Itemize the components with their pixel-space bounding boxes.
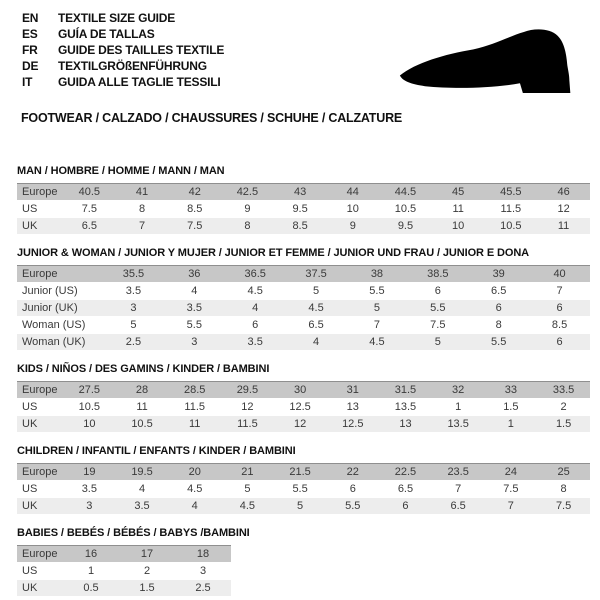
size-cell: 6.5 (432, 498, 485, 515)
table-row (17, 317, 590, 334)
row-label: Europe (17, 546, 63, 563)
size-cell: 8.5 (168, 201, 221, 218)
size-cell: 6 (529, 300, 590, 317)
table-row (17, 382, 590, 399)
size-cell: 6 (379, 498, 432, 515)
row-label: Junior (US) (17, 283, 103, 300)
row-label: Woman (US) (17, 317, 103, 334)
size-cell: 42.5 (221, 184, 274, 201)
size-cell: 25 (537, 464, 590, 481)
size-cell: 10.5 (63, 399, 116, 416)
size-cell: 4 (164, 283, 225, 300)
size-cell: 11.5 (168, 399, 221, 416)
size-cell: 11 (537, 218, 590, 235)
size-cell: 9 (326, 218, 379, 235)
size-cell: 6 (529, 334, 590, 351)
size-table-section (17, 445, 590, 515)
size-cell: 17 (119, 546, 175, 563)
table-row (17, 399, 590, 416)
shoe-icon (396, 26, 580, 98)
size-cell: 4 (116, 481, 169, 498)
row-label: UK (17, 580, 63, 597)
size-table (17, 183, 590, 235)
size-table (17, 545, 231, 597)
table-row (17, 580, 231, 597)
size-cell: 13.5 (432, 416, 485, 433)
size-cell: 4.5 (225, 283, 286, 300)
size-cell: 6 (468, 300, 529, 317)
table-title: MAN / HOMBRE / HOMME / MANN / MAN (17, 165, 225, 177)
size-cell: 0.5 (63, 580, 119, 597)
language-code: EN (22, 11, 39, 25)
size-cell: 8 (537, 481, 590, 498)
table-row (17, 184, 590, 201)
size-cell: 45 (432, 184, 485, 201)
size-cell: 10.5 (485, 218, 538, 235)
language-title: TEXTILGRÖßENFÜHRUNG (58, 59, 207, 73)
size-cell: 13.5 (379, 399, 432, 416)
size-cell: 27.5 (63, 382, 116, 399)
table-row (17, 300, 590, 317)
size-cell: 3 (175, 563, 231, 580)
size-cell: 12.5 (326, 416, 379, 433)
table-title: JUNIOR & WOMAN / JUNIOR Y MUJER / JUNIOR ET FEMME / JUNIOR UND FRAU / JUNIOR E DONA (17, 247, 530, 259)
size-cell: 18 (175, 546, 231, 563)
size-cell: 42 (168, 184, 221, 201)
size-cell: 3 (103, 300, 164, 317)
size-cell: 7.5 (537, 498, 590, 515)
language-row (22, 42, 224, 58)
size-cell: 8 (116, 201, 169, 218)
size-cell: 11 (432, 201, 485, 218)
size-cell: 2 (537, 399, 590, 416)
size-cell: 37.5 (286, 266, 347, 283)
table-row (17, 464, 590, 481)
row-label: Europe (17, 382, 63, 399)
size-cell: 36 (164, 266, 225, 283)
size-cell: 5.5 (274, 481, 327, 498)
row-label: UK (17, 416, 63, 433)
size-cell: 9.5 (274, 201, 327, 218)
size-cell: 10 (432, 218, 485, 235)
size-cell: 46 (537, 184, 590, 201)
size-cell: 7.5 (63, 201, 116, 218)
size-cell: 3.5 (63, 481, 116, 498)
size-cell: 7.5 (485, 481, 538, 498)
size-cell: 8.5 (529, 317, 590, 334)
size-cell: 30 (274, 382, 327, 399)
size-cell: 38 (347, 266, 408, 283)
size-cell: 6.5 (379, 481, 432, 498)
size-cell: 43 (274, 184, 327, 201)
size-table (17, 265, 590, 351)
size-cell: 12.5 (274, 399, 327, 416)
size-cell: 11.5 (485, 201, 538, 218)
size-cell: 38.5 (407, 266, 468, 283)
table-row (17, 481, 590, 498)
language-title: GUIDA ALLE TAGLIE TESSILI (58, 75, 221, 89)
language-row (22, 26, 224, 42)
size-cell: 19 (63, 464, 116, 481)
language-title: GUÍA DE TALLAS (58, 27, 155, 41)
row-label: Europe (17, 266, 103, 283)
size-cell: 5.5 (407, 300, 468, 317)
size-cell: 5 (103, 317, 164, 334)
size-cell: 7.5 (168, 218, 221, 235)
size-cell: 7 (432, 481, 485, 498)
size-cell: 3 (63, 498, 116, 515)
size-cell: 28 (116, 382, 169, 399)
size-cell: 2.5 (175, 580, 231, 597)
size-cell: 20 (168, 464, 221, 481)
size-cell: 31.5 (379, 382, 432, 399)
size-table (17, 463, 590, 515)
language-row (22, 58, 224, 74)
row-label: Junior (UK) (17, 300, 103, 317)
size-cell: 23.5 (432, 464, 485, 481)
size-cell: 12 (221, 399, 274, 416)
size-cell: 5 (221, 481, 274, 498)
size-cell: 4.5 (347, 334, 408, 351)
table-row (17, 416, 590, 433)
size-cell: 28.5 (168, 382, 221, 399)
size-cell: 6.5 (286, 317, 347, 334)
size-cell: 1.5 (119, 580, 175, 597)
table-row (17, 546, 231, 563)
size-cell: 40.5 (63, 184, 116, 201)
size-cell: 4.5 (168, 481, 221, 498)
size-cell: 11 (168, 416, 221, 433)
size-cell: 3.5 (103, 283, 164, 300)
size-cell: 44.5 (379, 184, 432, 201)
table-row (17, 218, 590, 235)
size-cell: 24 (485, 464, 538, 481)
language-title: TEXTILE SIZE GUIDE (58, 11, 176, 25)
size-cell: 1.5 (485, 399, 538, 416)
size-cell: 35.5 (103, 266, 164, 283)
size-cell: 22.5 (379, 464, 432, 481)
size-cell: 5 (347, 300, 408, 317)
row-label: US (17, 563, 63, 580)
size-cell: 16 (63, 546, 119, 563)
size-cell: 4 (225, 300, 286, 317)
size-cell: 40 (529, 266, 590, 283)
size-cell: 3 (164, 334, 225, 351)
row-label: Woman (UK) (17, 334, 103, 351)
size-cell: 10 (63, 416, 116, 433)
language-title: GUIDE DES TAILLES TEXTILE (58, 43, 225, 57)
size-table-section (17, 165, 590, 235)
size-cell: 8 (468, 317, 529, 334)
size-cell: 5 (274, 498, 327, 515)
size-cell: 36.5 (225, 266, 286, 283)
size-cell: 11 (116, 399, 169, 416)
size-cell: 5.5 (468, 334, 529, 351)
size-cell: 1.5 (537, 416, 590, 433)
size-cell: 33 (485, 382, 538, 399)
row-label: US (17, 399, 63, 416)
size-cell: 7 (485, 498, 538, 515)
row-label: US (17, 481, 63, 498)
size-cell: 6.5 (63, 218, 116, 235)
size-table-section (17, 527, 590, 597)
language-code: FR (22, 43, 38, 57)
size-cell: 1 (432, 399, 485, 416)
table-title: BABIES / BEBÉS / BÉBÉS / BABYS /BAMBINI (17, 527, 250, 539)
size-cell: 5.5 (326, 498, 379, 515)
size-cell: 4 (286, 334, 347, 351)
size-cell: 1 (63, 563, 119, 580)
size-cell: 12 (537, 201, 590, 218)
language-row (22, 74, 224, 90)
row-label: Europe (17, 184, 63, 201)
language-title-list (22, 10, 224, 90)
size-cell: 3.5 (225, 334, 286, 351)
size-table-section (17, 247, 590, 351)
size-cell: 5 (407, 334, 468, 351)
size-cell: 31 (326, 382, 379, 399)
size-cell: 10.5 (379, 201, 432, 218)
size-cell: 6 (225, 317, 286, 334)
table-row (17, 498, 590, 515)
size-cell: 5.5 (347, 283, 408, 300)
size-cell: 4 (168, 498, 221, 515)
language-code: ES (22, 27, 38, 41)
size-cell: 6 (326, 481, 379, 498)
size-cell: 7 (347, 317, 408, 334)
row-label: UK (17, 498, 63, 515)
size-cell: 6 (407, 283, 468, 300)
size-cell: 4.5 (221, 498, 274, 515)
table-row (17, 334, 590, 351)
row-label: US (17, 201, 63, 218)
size-cell: 13 (379, 416, 432, 433)
size-cell: 44 (326, 184, 379, 201)
size-cell: 11.5 (221, 416, 274, 433)
category-line: FOOTWEAR / CALZADO / CHAUSSURES / SCHUHE / CALZATURE (21, 111, 403, 125)
size-cell: 12 (274, 416, 327, 433)
language-code: DE (22, 59, 39, 73)
row-label: UK (17, 218, 63, 235)
size-cell: 10 (326, 201, 379, 218)
size-cell: 33.5 (537, 382, 590, 399)
size-cell: 45.5 (485, 184, 538, 201)
language-row (22, 10, 224, 26)
size-cell: 21.5 (274, 464, 327, 481)
size-cell: 29.5 (221, 382, 274, 399)
table-row (17, 201, 590, 218)
size-cell: 5 (286, 283, 347, 300)
size-cell: 1 (485, 416, 538, 433)
size-cell: 2 (119, 563, 175, 580)
size-cell: 13 (326, 399, 379, 416)
size-cell: 21 (221, 464, 274, 481)
size-cell: 7 (529, 283, 590, 300)
size-cell: 8 (221, 218, 274, 235)
size-cell: 5.5 (164, 317, 225, 334)
table-title: CHILDREN / INFANTIL / ENFANTS / KINDER / BAMBINI (17, 445, 296, 457)
size-table (17, 381, 590, 433)
size-tables (17, 165, 590, 600)
size-cell: 19.5 (116, 464, 169, 481)
size-cell: 22 (326, 464, 379, 481)
size-cell: 3.5 (116, 498, 169, 515)
row-label: Europe (17, 464, 63, 481)
size-cell: 39 (468, 266, 529, 283)
table-title: KIDS / NIÑOS / DES GAMINS / KINDER / BAMBINI (17, 363, 270, 375)
size-cell: 8.5 (274, 218, 327, 235)
size-cell: 3.5 (164, 300, 225, 317)
size-cell: 6.5 (468, 283, 529, 300)
size-cell: 9 (221, 201, 274, 218)
size-table-section (17, 363, 590, 433)
size-cell: 10.5 (116, 416, 169, 433)
table-row (17, 283, 590, 300)
size-cell: 32 (432, 382, 485, 399)
size-cell: 9.5 (379, 218, 432, 235)
size-cell: 7.5 (407, 317, 468, 334)
language-code: IT (22, 75, 33, 89)
size-cell: 2.5 (103, 334, 164, 351)
size-cell: 41 (116, 184, 169, 201)
table-row (17, 266, 590, 283)
size-cell: 4.5 (286, 300, 347, 317)
size-cell: 7 (116, 218, 169, 235)
table-row (17, 563, 231, 580)
